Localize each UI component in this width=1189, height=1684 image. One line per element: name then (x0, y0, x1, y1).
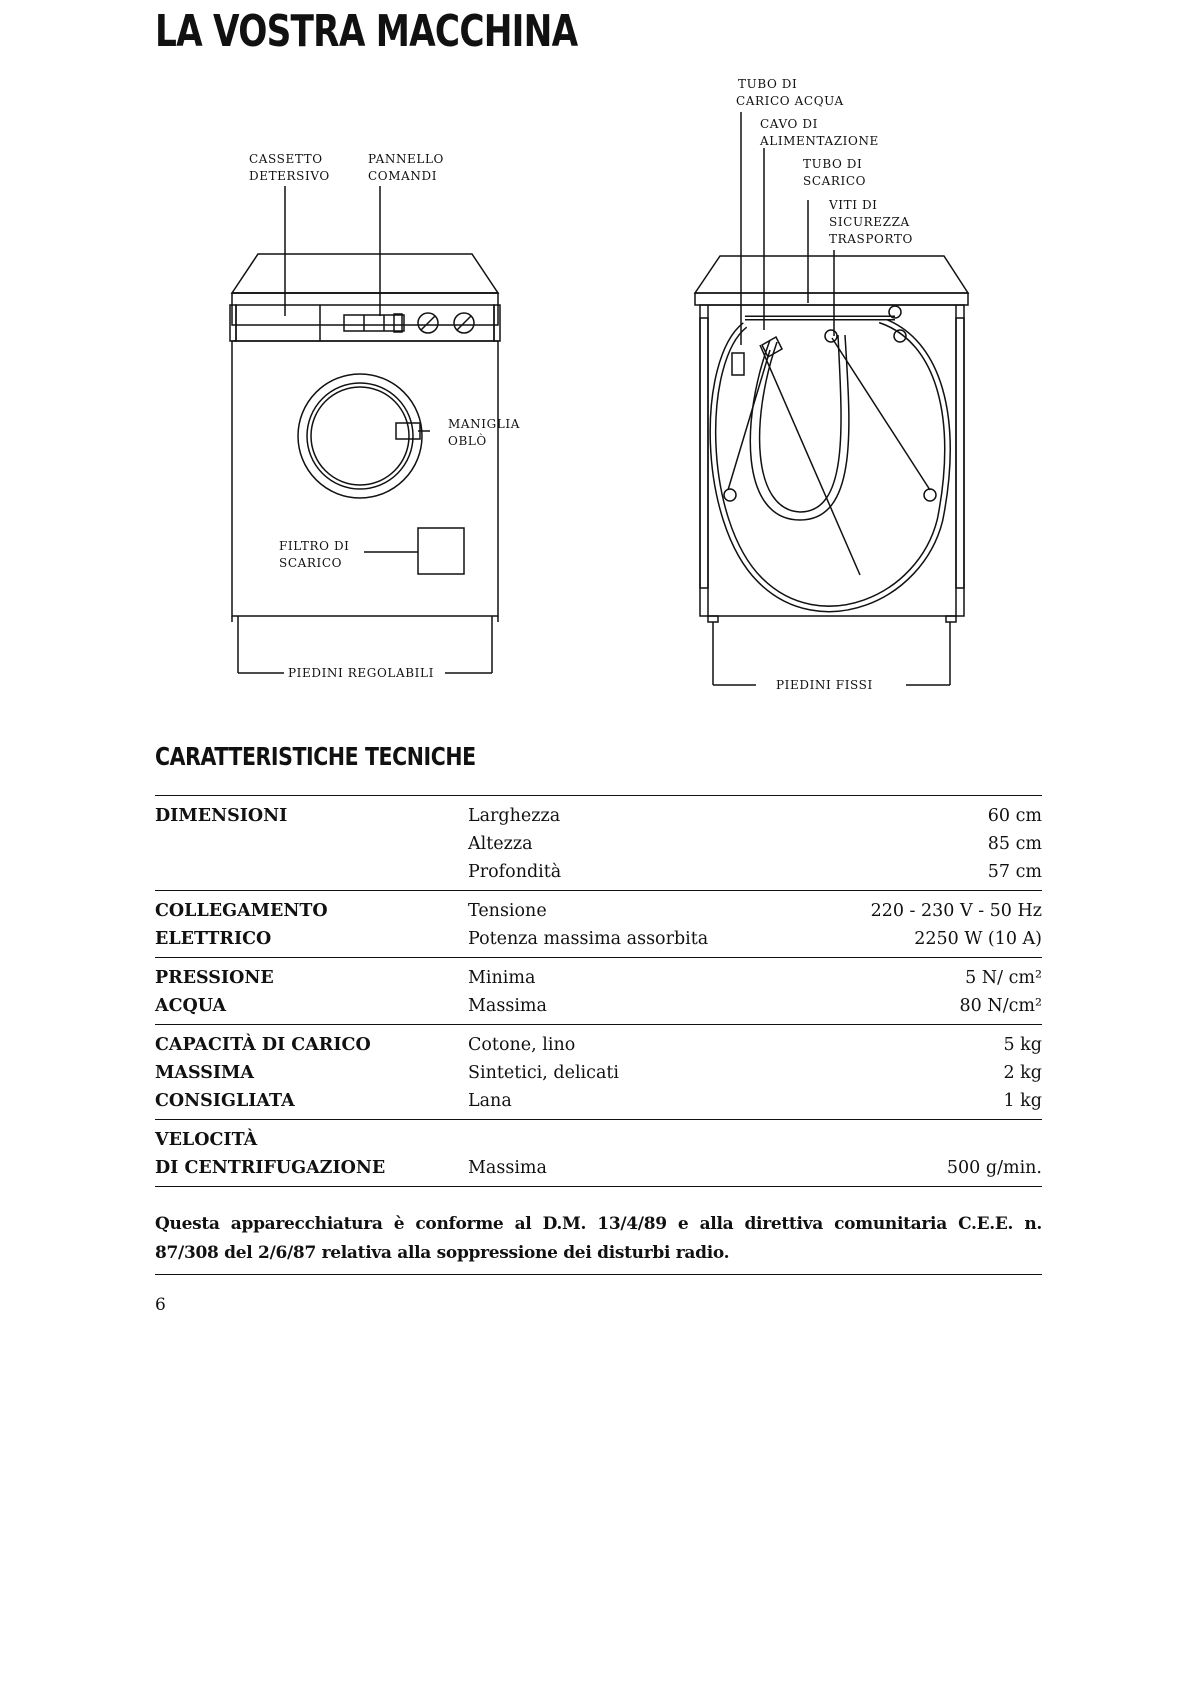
label-tubo-scarico-1: TUBO DI (803, 157, 863, 171)
spec-group-pressione (155, 958, 1042, 1025)
spec-label: Profondità (468, 862, 562, 882)
specs-table (155, 795, 1042, 1187)
spec-row (468, 964, 1042, 992)
spec-value: 5 kg (1003, 1035, 1042, 1055)
label-cavo-1: CAVO DI (760, 117, 818, 131)
spec-label: Massima (468, 1158, 547, 1178)
label-maniglia-1: MANIGLIA (448, 417, 520, 431)
label-cassetto-1: CASSETTO (249, 152, 323, 166)
spec-category: CAPACITÀ DI CARICO (155, 1035, 371, 1055)
spec-value: 57 cm (987, 862, 1042, 882)
label-filtro-1: FILTRO DI (279, 539, 350, 553)
spec-row (468, 925, 1042, 953)
spec-label: Larghezza (468, 806, 561, 826)
spec-row (468, 858, 1042, 886)
spec-category: ACQUA (155, 996, 227, 1016)
label-tubo-scarico-2: SCARICO (803, 174, 867, 188)
label-pannello-2: COMANDI (368, 169, 438, 183)
spec-row (468, 802, 1042, 830)
spec-value: 500 g/min. (946, 1158, 1042, 1178)
spec-value: 1 kg (1003, 1091, 1042, 1111)
label-maniglia-2: OBLÒ (448, 434, 487, 448)
spec-label: Tensione (468, 901, 547, 921)
label-tubo-carico-1: TUBO DI (738, 77, 798, 91)
page-title: LA VOSTRA MACCHINA (155, 6, 578, 57)
spec-label: Cotone, lino (468, 1035, 576, 1055)
page-number: 6 (155, 1295, 166, 1315)
spec-row (468, 1031, 1042, 1059)
spec-value: 5 N/ cm² (965, 968, 1042, 988)
label-cavo-2: ALIMENTAZIONE (760, 134, 879, 148)
spec-category: CONSIGLIATA (155, 1091, 295, 1111)
label-viti-2: SICUREZZA (829, 215, 910, 229)
spec-row (468, 1059, 1042, 1087)
label-pannello-1: PANNELLO (368, 152, 444, 166)
spec-category: VELOCITÀ (155, 1130, 258, 1150)
label-piedini-fissi: PIEDINI FISSI (776, 678, 873, 692)
spec-group-dimensioni (155, 796, 1042, 891)
spec-value: 2 kg (1003, 1063, 1042, 1083)
spec-label: Altezza (468, 834, 533, 854)
label-filtro-2: SCARICO (279, 556, 343, 570)
spec-row (468, 897, 1042, 925)
spec-category: COLLEGAMENTO (155, 901, 328, 921)
spec-group-velocita (155, 1120, 1042, 1187)
conformity-notice: Questa apparecchiatura è conforme al D.M. 13/4/89 e alla direttiva comunitaria C.E.E. n. 87/308 del 2/6/87 relativa alla soppressione dei disturbi radio. (155, 1210, 1042, 1275)
spec-label: Potenza massima assorbita (468, 929, 709, 949)
spec-category: MASSIMA (155, 1063, 254, 1083)
spec-group-collegamento (155, 891, 1042, 958)
label-viti-1: VITI DI (829, 198, 878, 212)
spec-label: Sintetici, delicati (468, 1063, 620, 1083)
spec-value: 85 cm (987, 834, 1042, 854)
spec-label: Massima (468, 996, 547, 1016)
spec-category: DIMENSIONI (155, 806, 288, 826)
spec-row (468, 830, 1042, 858)
spec-row (468, 1154, 1042, 1182)
spec-label: Minima (468, 968, 536, 988)
spec-row (468, 1087, 1042, 1115)
spec-category: ELETTRICO (155, 929, 272, 949)
label-viti-3: TRASPORTO (829, 232, 913, 246)
label-tubo-carico-2: CARICO ACQUA (736, 94, 844, 108)
spec-value: 220 - 230 V - 50 Hz (870, 901, 1042, 921)
spec-value: 60 cm (987, 806, 1042, 826)
spec-label: Lana (468, 1091, 512, 1111)
spec-category: DI CENTRIFUGAZIONE (155, 1158, 386, 1178)
machine-diagram (0, 0, 1189, 720)
spec-group-capacita (155, 1025, 1042, 1120)
spec-value: 2250 W (10 A) (914, 929, 1042, 949)
spec-category: PRESSIONE (155, 968, 274, 988)
label-cassetto-2: DETERSIVO (249, 169, 330, 183)
label-piedini-regolabili: PIEDINI REGOLABILI (288, 666, 434, 680)
spec-row (468, 992, 1042, 1020)
specs-title: CARATTERISTICHE TECNICHE (155, 742, 476, 771)
spec-value: 80 N/cm² (959, 996, 1042, 1016)
